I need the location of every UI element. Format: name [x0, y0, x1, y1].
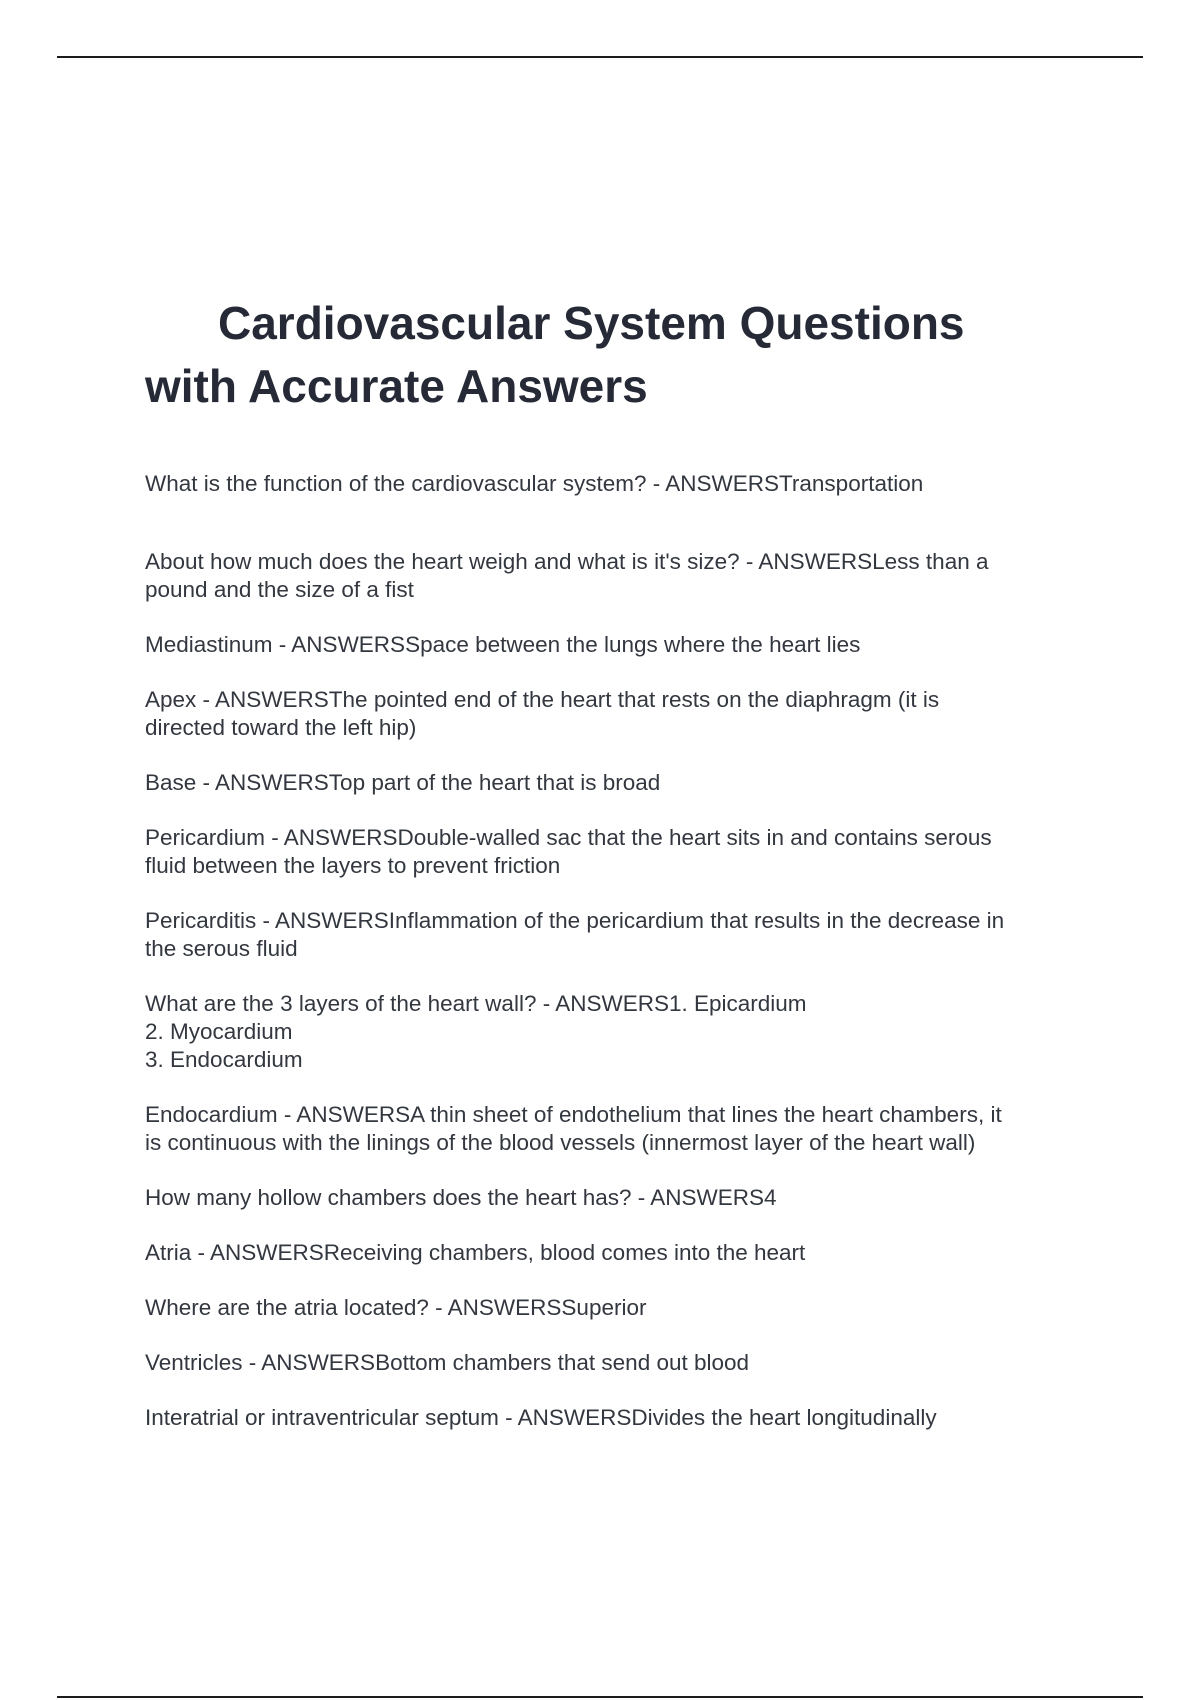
- qa-item: Mediastinum - ANSWERSSpace between the lungs where the heart lies: [145, 632, 861, 657]
- title-line-1: Cardiovascular System Questions: [218, 297, 965, 349]
- qa-item: Base - ANSWERSTop part of the heart that is broad: [145, 770, 661, 795]
- bottom-rule: [57, 1696, 1143, 1698]
- qa-item: Endocardium - ANSWERSA thin sheet of endothelium that lines the heart chambers, it is continuous with the linings of the blood vessels (innermost layer of the heart wall): [145, 1102, 1002, 1155]
- qa-item: Pericardium - ANSWERSDouble-walled sac that the heart sits in and contains serous fluid between the layers to prevent friction: [145, 825, 992, 878]
- top-rule: [57, 56, 1143, 58]
- qa-item: What is the function of the cardiovascular system? - ANSWERSTransportation: [145, 471, 924, 496]
- qa-list: [145, 470, 1085, 1459]
- qa-item: Where are the atria located? - ANSWERSSuperior: [145, 1295, 647, 1320]
- qa-item: How many hollow chambers does the heart has? - ANSWERS4: [145, 1185, 777, 1210]
- qa-item: Ventricles - ANSWERSBottom chambers that send out blood: [145, 1350, 750, 1375]
- title-line-2: with Accurate Answers: [145, 360, 648, 412]
- qa-item: What are the 3 layers of the heart wall? - ANSWERS1. Epicardium 2. Myocardium 3. Endocardium: [145, 991, 807, 1072]
- qa-item: Apex - ANSWERSThe pointed end of the heart that rests on the diaphragm (it is directed toward the left hip): [145, 687, 940, 740]
- qa-item: Atria - ANSWERSReceiving chambers, blood comes into the heart: [145, 1240, 806, 1265]
- qa-item: About how much does the heart weigh and what is it's size? - ANSWERSLess than a pound and the size of a fist: [145, 549, 989, 602]
- page-title: [145, 292, 1105, 418]
- qa-item: Interatrial or intraventricular septum - ANSWERSDivides the heart longitudinally: [145, 1405, 937, 1430]
- qa-item: Pericarditis - ANSWERSInflammation of the pericardium that results in the decrease in the serous fluid: [145, 908, 1005, 961]
